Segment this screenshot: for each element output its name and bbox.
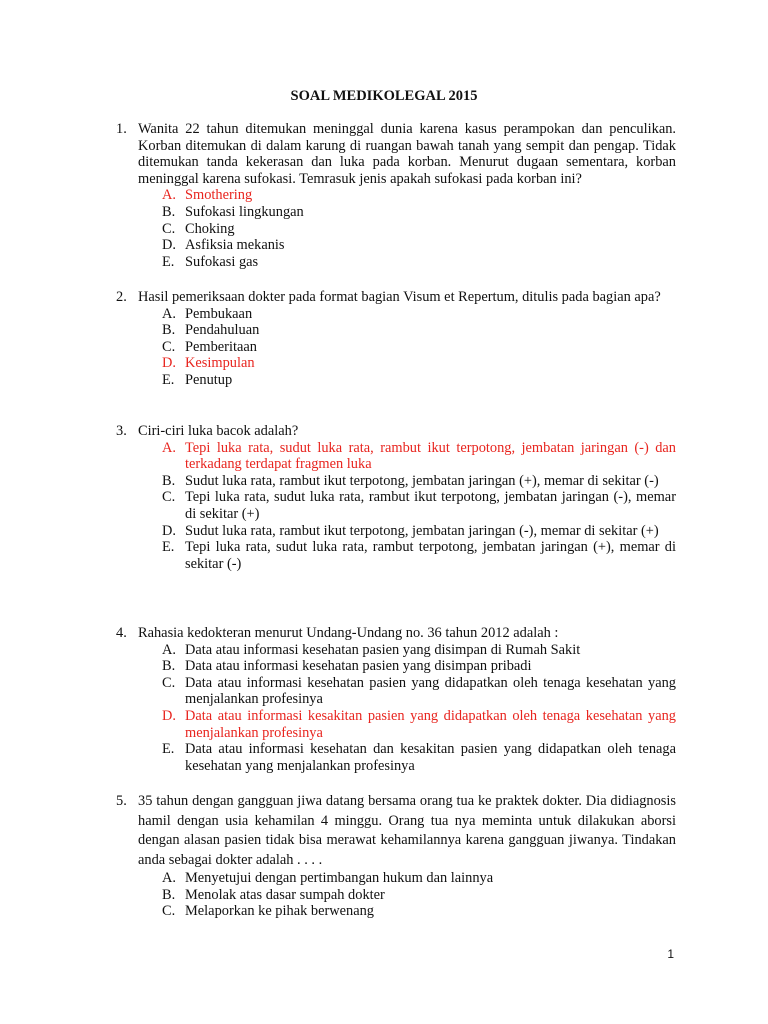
- option-e: [162, 372, 676, 389]
- option-list: [116, 306, 676, 389]
- option-text: Data atau informasi kesehatan dan kesakitan pasien yang didapatkan oleh tenaga kesehatan yang menjalankan profesinya: [185, 741, 676, 774]
- option-letter: A.: [162, 187, 176, 204]
- option-e: [162, 539, 676, 572]
- question-number: 3.: [116, 423, 127, 439]
- option-b: [162, 887, 676, 904]
- option-e: [162, 254, 676, 271]
- question-text: [116, 121, 676, 187]
- question-number: 4.: [116, 625, 127, 641]
- question-body: Wanita 22 tahun ditemukan meninggal dunia karena kasus perampokan dan penculikan. Korban ditemukan di dalam karung di ruangan bawah tanah yang sempit dan pengap. Tidak ditemukan tanda kekerasan dan luka pada korban. Menurut dugaan sementara, korban meninggal karena sufokasi. Temrasuk jenis apakah sufokasi pada korban ini?: [138, 121, 676, 187]
- option-letter: A.: [162, 641, 176, 658]
- option-letter: A.: [162, 439, 176, 456]
- option-text: Pendahuluan: [185, 322, 260, 339]
- option-letter: B.: [162, 322, 176, 339]
- option-b: [162, 473, 676, 490]
- question-4: [116, 625, 676, 774]
- option-letter: D.: [162, 355, 176, 372]
- option-letter: E.: [162, 741, 175, 758]
- question-number: 2.: [116, 289, 127, 305]
- option-c: [162, 489, 676, 522]
- option-b: [162, 204, 676, 221]
- option-letter: D.: [162, 707, 176, 724]
- option-e: [162, 741, 676, 774]
- option-list: [116, 440, 676, 573]
- option-text: Smothering: [185, 187, 253, 204]
- option-letter: D.: [162, 237, 176, 254]
- option-text: Sufokasi gas: [185, 253, 259, 270]
- option-text: Data atau informasi kesakitan pasien yang didapatkan oleh tenaga kesehatan yang menjalankan profesinya: [185, 707, 676, 741]
- option-letter: B.: [162, 658, 176, 675]
- option-letter: E.: [162, 371, 175, 388]
- option-letter: A.: [162, 305, 176, 322]
- option-a: [162, 642, 676, 659]
- question-text: [116, 625, 676, 642]
- option-letter: C.: [162, 674, 176, 691]
- option-text: Menyetujui dengan pertimbangan hukum dan lainnya: [185, 870, 494, 886]
- option-text: Data atau informasi kesehatan pasien yang disimpan di Rumah Sakit: [185, 641, 581, 658]
- question-body: Rahasia kedokteran menurut Undang-Undang no. 36 tahun 2012 adalah :: [138, 625, 559, 641]
- option-c: [162, 675, 676, 708]
- option-d: [162, 237, 676, 254]
- option-letter: D.: [162, 522, 176, 539]
- option-text: Pembukaan: [185, 305, 253, 322]
- question-text: [116, 792, 676, 870]
- question-text: [116, 289, 676, 306]
- option-text: Tepi luka rata, sudut luka rata, rambut terpotong, jembatan jaringan (+), memar di sekitar (-): [185, 539, 676, 572]
- question-text: [116, 423, 676, 440]
- option-list: [116, 187, 676, 270]
- option-b: [162, 658, 676, 675]
- option-c: [162, 221, 676, 238]
- question-body: Ciri-ciri luka bacok adalah?: [138, 423, 299, 439]
- option-text: Data atau informasi kesehatan pasien yang disimpan pribadi: [185, 658, 532, 675]
- option-text: Sudut luka rata, rambut ikut terpotong, jembatan jaringan (-), memar di sekitar (+): [185, 522, 659, 539]
- option-text: Melaporkan ke pihak berwenang: [185, 903, 375, 920]
- option-list: [116, 642, 676, 775]
- option-c: [162, 339, 676, 356]
- option-text: Sudut luka rata, rambut ikut terpotong, jembatan jaringan (+), memar di sekitar (-): [185, 472, 659, 489]
- option-d: [162, 708, 676, 741]
- option-letter: C.: [162, 338, 176, 355]
- question-number: 1.: [116, 121, 127, 137]
- option-text: Tepi luka rata, sudut luka rata, rambut ikut terpotong, jembatan jaringan (-), memar di sekitar (+): [185, 489, 676, 522]
- option-text: Tepi luka rata, sudut luka rata, rambut ikut terpotong, jembatan jaringan (-) dan terkadang terdapat fragmen luka: [185, 439, 676, 473]
- option-letter: C.: [162, 220, 176, 237]
- option-text: Pemberitaan: [185, 338, 257, 355]
- option-text: Data atau informasi kesehatan pasien yang didapatkan oleh tenaga kesehatan yang menjalankan profesinya: [185, 674, 676, 708]
- option-text: Penutup: [185, 371, 233, 388]
- option-text: Choking: [185, 220, 235, 237]
- option-text: Asfiksia mekanis: [185, 237, 285, 254]
- question-body: 35 tahun dengan gangguan jiwa datang bersama orang tua ke praktek dokter. Dia didiagnosis hamil dengan usia kehamilan 4 minggu. Orang tua nya meminta untuk dilakukan aborsi dengan alasan pasien tidak bisa merawat kehamilannya karena gangguan jiwanya. Tindakan anda sebagai dokter adalah . . . .: [138, 793, 676, 868]
- option-letter: E.: [162, 539, 175, 556]
- option-letter: C.: [162, 903, 176, 920]
- question-1: [116, 121, 676, 270]
- option-text: Sufokasi lingkungan: [185, 203, 304, 220]
- page-title: SOAL MEDIKOLEGAL 2015: [290, 88, 478, 104]
- option-a: [162, 440, 676, 473]
- option-d: [162, 523, 676, 540]
- option-a: [162, 870, 676, 887]
- question-2: [116, 289, 676, 389]
- option-letter: B.: [162, 886, 176, 903]
- option-letter: E.: [162, 253, 175, 270]
- option-c: [162, 903, 676, 920]
- page-number: 1: [667, 947, 674, 961]
- question-5: [116, 792, 676, 920]
- option-letter: C.: [162, 489, 176, 506]
- option-a: [162, 187, 676, 204]
- option-letter: B.: [162, 472, 176, 489]
- option-text: Menolak atas dasar sumpah dokter: [185, 886, 385, 903]
- option-text: Kesimpulan: [185, 355, 255, 372]
- question-number: 5.: [116, 793, 127, 809]
- question-3: [116, 423, 676, 572]
- option-a: [162, 306, 676, 323]
- question-body: Hasil pemeriksaan dokter pada format bagian Visum et Repertum, ditulis pada bagian apa?: [138, 289, 661, 305]
- option-list: [116, 870, 676, 920]
- option-b: [162, 322, 676, 339]
- option-d: [162, 355, 676, 372]
- option-letter: B.: [162, 203, 176, 220]
- option-letter: A.: [162, 870, 176, 886]
